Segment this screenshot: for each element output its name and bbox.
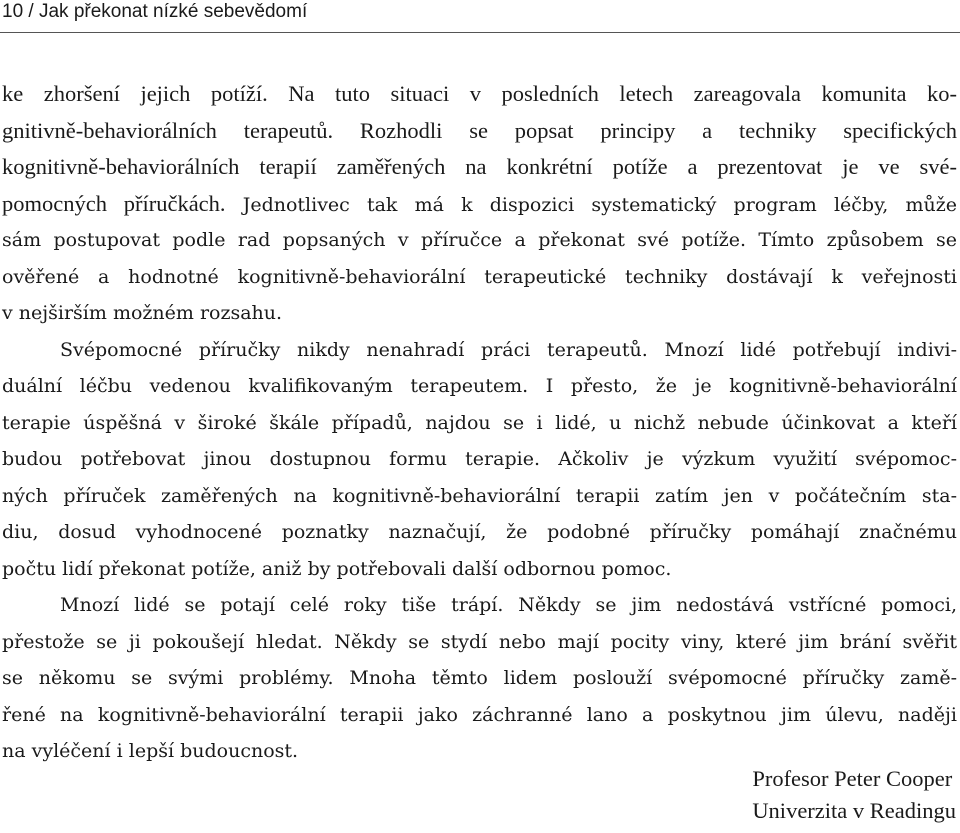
text-line: sám postupovat podle rad popsaných v příručce a překonat své potíže. Tímto způsobem se — [2, 229, 957, 251]
text-line: počtu lidí překonat potíže, aniž by potřebovali další odbornou pomoc. — [2, 557, 672, 580]
signature-block — [752, 763, 956, 827]
text-line-mixed — [2, 186, 957, 223]
text-line: terapie úspěšná v široké škále případů, najdou se i lidé, u nichž nebude účinkovat a kteří — [2, 411, 957, 434]
running-head: 10 / Jak překonat nízké sebevědomí — [2, 1, 308, 22]
text-line: přestože se ji pokoušejí hledat. Někdy se stydí nebo mají pocity viny, které jim brání svěřit — [2, 630, 957, 653]
text-line-indented: Mnozí lidé se potají celé roky tiše trápí. Někdy se jim nedostává vstřícné pomoci, — [60, 594, 957, 616]
signature-affiliation: Univerzita v Readingu — [752, 798, 956, 823]
text-fragment: pomocných příručkách. — [2, 190, 226, 216]
text-line: diu, dosud vyhodnocené poznatky naznačují, že podobné příručky pomáhají značnému — [2, 521, 957, 543]
text-line: ke zhoršení jejich potíží. Na tuto situaci v posledních letech zareagovala komunita ko- — [2, 81, 957, 106]
text-line-indented: Svépomocné příručky nikdy nenahradí práci terapeutů. Mnozí lidé potřebují indivi- — [60, 338, 957, 361]
text-line: duální léčbu vedenou kvalifikovaným terapeutem. I přesto, že je kognitivně-behaviorální — [2, 375, 957, 397]
text-line: ověřené a hodnotné kognitivně-behaviorální terapeutické techniky dostávají k veřejnosti — [2, 265, 957, 288]
body-text — [2, 76, 957, 770]
text-line: v nejširším možném rozsahu. — [2, 302, 283, 324]
text-line: se někomu se svými problémy. Mnoha těmto lidem poslouží svépomocné příručky zamě- — [2, 667, 957, 689]
text-line: ných příruček zaměřených na kognitivně-behaviorální terapii zatím jen v počátečním sta- — [2, 484, 957, 507]
text-line: na vyléčení i lepší budoucnost. — [2, 740, 299, 762]
text-fragment: Jednotlivec tak má k dispozici systematický program léčby, může — [225, 193, 957, 216]
text-line: gnitivně-behaviorálních terapeutů. Rozhodli se popsat principy a techniky specifických — [2, 117, 957, 143]
signature-name: Profesor Peter Cooper — [752, 766, 953, 791]
header-rule — [0, 32, 960, 33]
text-line: řené na kognitivně-behaviorální terapii jako záchranné lano a poskytnou jim úlevu, naději — [2, 703, 957, 726]
text-line: kognitivně-behaviorálních terapií zaměřených na konkrétní potíže a prezentovat je ve své- — [2, 154, 957, 179]
text-line: budou potřebovat jinou dostupnou formu terapie. Ačkoliv je výzkum využití svépomoc- — [2, 448, 957, 470]
